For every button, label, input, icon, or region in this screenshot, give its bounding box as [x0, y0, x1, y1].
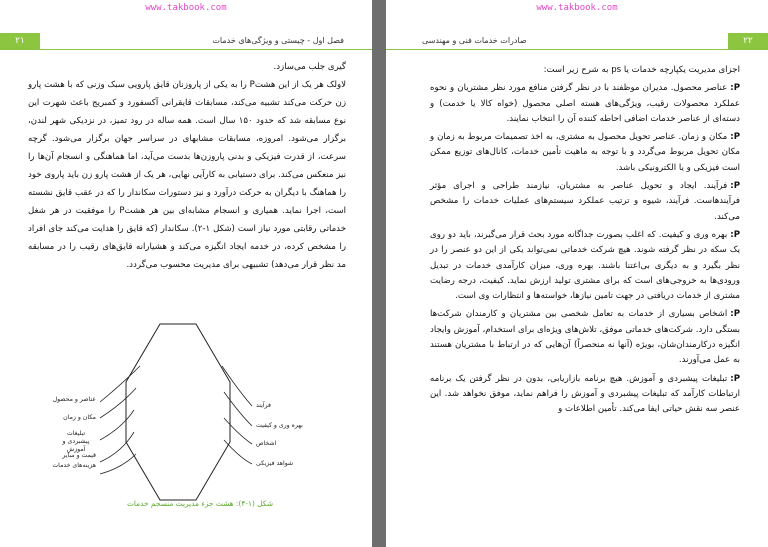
paragraph-lead: P:: [730, 309, 740, 320]
figure-label: بهره وری و کیفیت: [256, 422, 303, 429]
page-header: [386, 33, 768, 50]
paragraph-lead: P:: [730, 229, 740, 240]
page-header: [0, 33, 372, 50]
page-number: ۲۲: [728, 33, 768, 49]
paragraph: [430, 372, 740, 418]
intro-paragraph: اجزای مدیریت یکپارچه خدمات یا ps به شرح زیر است:: [543, 65, 740, 75]
paragraph-text: فرآیند. ایجاد و تحویل عناصر به مشتریان، نیازمند طراحی و اجرای مؤثر فرآیندهاست. فرآیند، شیوه و ترتیب عملکرد سیستم‌های عملیات خدمات را مشخص می‌کند.: [430, 181, 740, 222]
figure-label: اشخاص: [256, 440, 277, 447]
paragraph-text: بهره وری و کیفیت. که اغلب بصورت جداگانه مورد بحث قرار می‌گیرند، باید دو روی یک سکه در نظر گرفته شوند. هیچ شرکت خدماتی نمی‌تواند یکی از این دو عنصر را در نظر بگیرد و به دیگری بی‌اعتنا باشند. بهره وری، میزان کارآمدی خدمات در تبدیل ورودی‌ها به خروجی‌های است که برای مشتری تولید ارزش نماید. کیفیت، درجه رضایت مشتری از خدمات دریافتی در جهت تامین نیازها، خواسته‌ها و انتظارات وی است.: [430, 229, 740, 302]
figure: [52, 322, 340, 530]
paragraph-lead: P:: [730, 132, 740, 143]
connector-lines: [100, 366, 252, 474]
body-text: [430, 63, 740, 421]
watermark: www.takbook.com: [536, 3, 618, 13]
figure-label: شواهد فیزیکی: [256, 460, 294, 467]
hexagon-diagram: [60, 322, 340, 502]
figure-label: مکان و زمان: [63, 414, 96, 421]
paragraph: گیری جلب می‌سازد.: [273, 62, 346, 72]
figure-label: قیمت و سایر: [62, 452, 96, 459]
body-text: [28, 58, 346, 274]
paragraph-lead: P:: [730, 83, 740, 94]
right-page: [386, 0, 768, 547]
paragraph-text: اشخاص بسیاری از خدمات به تعامل شخصی بین مشتریان و کارمندان شرکت‌ها بستگی دارد. شرکت‌های خدماتی موفق، تلاش‌های ویژه‌ای برای استخدام، آموزش وایجاد انگیزه درکارمندان‌شان، بویژه (آنها نه منحصراً) آن‌هایی که در ارتباط با مشتریان هستند به عمل می‌آورند.: [430, 309, 740, 366]
paragraph: [430, 130, 740, 176]
paragraph-text: تبلیغات پیشبردی و آموزش. هیچ برنامه بازاریابی، بدون در نظر گرفتن یک برنامه ارتباطات کارآمد که تبلیغات پیشبردی و آموزش را فراهم نماید، موفق نخواهد شد. این عنصر سه نقش حیاتی ایفا می‌کند. تأمین اطلاعات و: [430, 373, 740, 415]
left-page: [0, 0, 372, 547]
figure-label: فرآیند: [256, 402, 271, 409]
paragraph: [430, 81, 740, 127]
paragraph: [430, 307, 740, 368]
paragraph: لاولک هر یک از این هشت‌P را به یکی از پاروزنان قایق پارویی سبک وزنی که با هشت پارو زن حرکت می‌کند تشبیه می‌کند، مسابقات قایقرانی آکسفورد و کمبریج باعث شهرت این نوع مسابقه شد که حدود ۱۵۰ سال است. همه ساله در رود تمیز، در نزدیکی شهر لندن، برگزار می‌شود. امروزه، مسابقات مشابهای در سراسر جهان برگزار می‌شود. گرچه سرعت، از قدرت فیزیکی و بدنی پاروزن‌ها بدست می‌آید، اما هماهنگی و انسجام آن‌ها را نیز منعکس می‌کند. برای دستیابی به کارآیی نهایی، هر یک از هشت پارو زن باید پاروی خود را هماهنگ با دیگران به حرکت درآورد و نیز دستورات سکاندار را که در عقب قایق نشسته است، اجرا نماید. همیاری و انسجام مشابه‌ای بین هر هشت‌P را موفقیت در هر شغل خدماتی رقابتی مورد نیاز است (شکل ۱-۲). سکاندار (که قایق را هدایت می‌کند جای افراد را مشخص کرده، در خدمه ایجاد انگیزه می‌کند و هشیارانه قایق‌های رقیب را در مسابقه مد نظر قرار می‌دهد) تشبیهی برای مدیریت محسوب می‌گردد.: [28, 80, 347, 270]
paragraph: [430, 179, 740, 225]
figure-label: عناصر و محصول: [52, 396, 96, 403]
figure-label: تبلیغات پیشبردی و آموزش: [62, 430, 90, 453]
page-number: ۲۱: [0, 33, 40, 49]
chapter-title: فصل اول - چیستی و ویژگی‌های خدمات: [212, 36, 344, 45]
figure-caption: شکل (۱-۴): هشت جزء مدیریت منسجم خدمات: [126, 499, 274, 508]
paragraph-text: عناصر محصول. مدیران موظفند با در نظر گرفتن منافع مورد نظر مشتریان و نحوه عملکرد محصولات رقیب، ویژگی‌های هسته اصلی محصول (خواه کالا یا خدمت) و دسته‌ای از عناصر خدمات اضافی احاطه کننده آن را انتخاب نمایند.: [430, 83, 740, 124]
chapter-title: صادرات خدمات فنی و مهندسی: [422, 36, 527, 45]
paragraph-lead: P:: [730, 181, 740, 192]
paragraph: [430, 228, 740, 304]
paragraph-text: مکان و زمان. عناصر تحویل محصول به مشتری، به اخذ تصمیمات مربوط به زمان و مکان تحویل مربوط می‌گردد و با توجه به ماهیت تأمین خدمات، کانال‌های توزیع ممکن است فیزیکی و یا الکترونیکی باشد.: [430, 132, 740, 173]
watermark: www.takbook.com: [145, 3, 227, 13]
paragraph-lead: P:: [730, 373, 740, 384]
figure-label: هزینه‌های خدمات: [52, 462, 96, 469]
hexagon-outline: [126, 324, 230, 500]
